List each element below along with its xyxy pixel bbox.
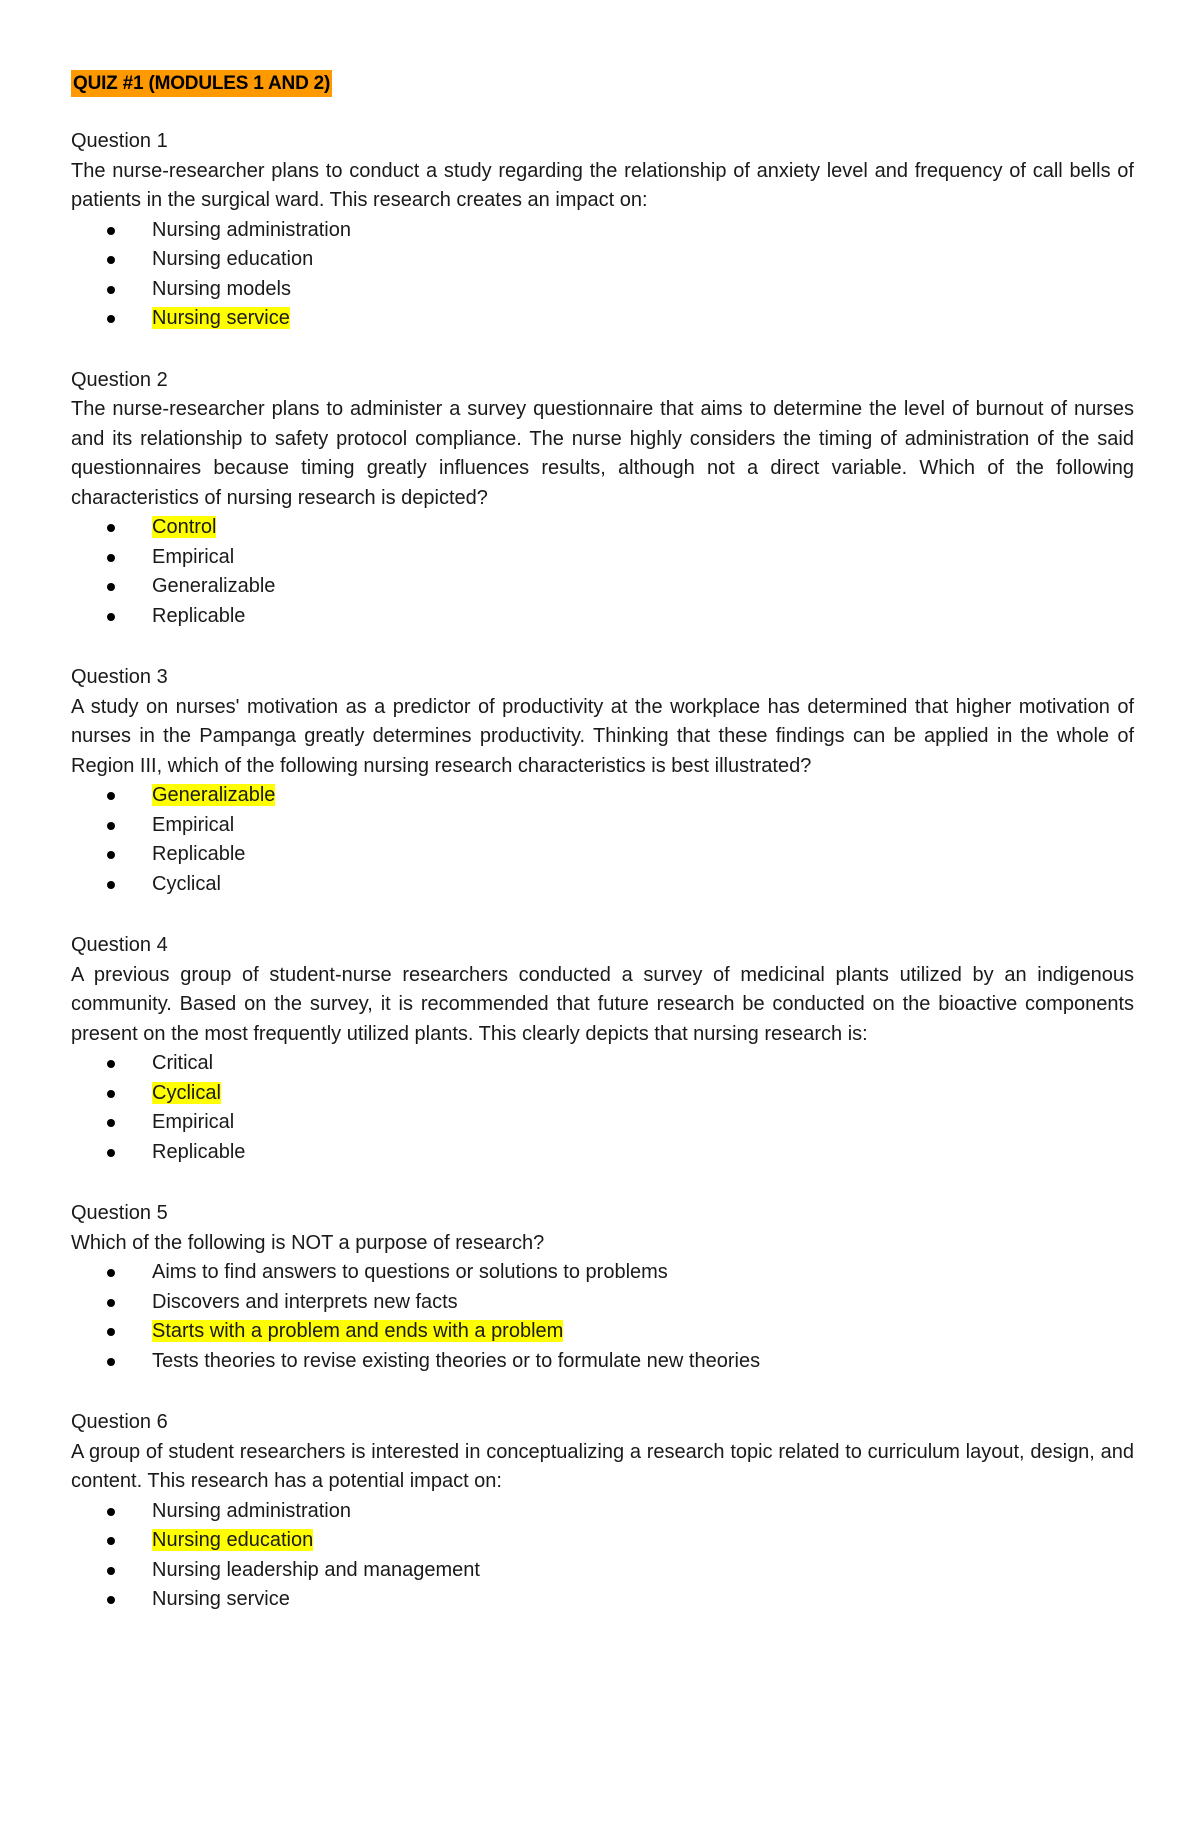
option-item (71, 1317, 1134, 1347)
option-list (71, 1258, 1134, 1376)
option-item (71, 1079, 1134, 1109)
question-text: The nurse-researcher plans to conduct a study regarding the relationship of anxiety level and frequency of call bells of patients in the surgical ward. This research creates an impact on: (71, 159, 1134, 211)
question-heading: Question 3 (71, 666, 168, 688)
question-heading: Question 5 (71, 1202, 168, 1224)
option-label: Critical (152, 1052, 214, 1074)
bullet-icon (107, 286, 115, 294)
bullet-icon (107, 1358, 115, 1366)
bullet-icon (107, 1149, 115, 1157)
question-text: A study on nurses' motivation as a predictor of productivity at the workplace has determined that higher motivation of nurses in the Pampanga greatly determines productivity. Thinking that these findings can be applied in the whole of Region III, which of the following nursing research characteristics is best illustrated? (71, 695, 1134, 777)
option-list (71, 1049, 1134, 1167)
bullet-icon (107, 1090, 115, 1098)
option-item (71, 1526, 1134, 1556)
option-list (71, 1497, 1134, 1615)
quiz-title: QUIZ #1 (MODULES 1 AND 2) (71, 70, 332, 97)
option-item (71, 1585, 1134, 1615)
bullet-icon (107, 881, 115, 889)
question-heading: Question 6 (71, 1411, 168, 1433)
option-item (71, 781, 1134, 811)
option-item (71, 1258, 1134, 1288)
option-item (71, 1347, 1134, 1377)
bullet-icon (107, 1269, 115, 1277)
bullet-icon (107, 227, 115, 235)
bullet-icon (107, 1567, 115, 1575)
option-label: Nursing administration (152, 218, 351, 241)
question-heading: Question 1 (71, 130, 168, 152)
bullet-icon (107, 1060, 115, 1068)
question-block (71, 1408, 1134, 1615)
option-list (71, 216, 1134, 334)
option-label: Starts with a problem and ends with a problem (152, 1320, 564, 1342)
document-page (71, 70, 1134, 1615)
option-label: Replicable (152, 843, 246, 865)
option-item (71, 1049, 1134, 1079)
bullet-icon (107, 1299, 115, 1307)
bullet-icon (107, 822, 115, 830)
option-item (71, 543, 1134, 573)
option-item (71, 1138, 1134, 1168)
option-label: Empirical (152, 1111, 235, 1133)
option-label: Cyclical (152, 1081, 221, 1104)
bullet-icon (107, 1328, 115, 1336)
option-label: Nursing leadership and management (152, 1558, 480, 1581)
bullet-icon (107, 851, 115, 859)
option-label: Nursing education (152, 1529, 314, 1551)
option-item (71, 1556, 1134, 1586)
option-item (71, 513, 1134, 543)
option-item (71, 840, 1134, 870)
option-item (71, 1108, 1134, 1138)
question-text: Which of the following is NOT a purpose of research? (71, 1231, 545, 1254)
option-item (71, 572, 1134, 602)
question-text: A previous group of student-nurse researchers conducted a survey of medicinal plants utilized by an indigenous community. Based on the survey, it is recommended that future research be conducted on the bioactive components present on the most frequently utilized plants. This clearly depicts that nursing research is: (71, 963, 1134, 1045)
option-label: Nursing administration (152, 1499, 351, 1522)
bullet-icon (107, 554, 115, 562)
bullet-icon (107, 1508, 115, 1516)
option-label: Generalizable (152, 575, 276, 597)
option-item (71, 245, 1134, 275)
question-block (71, 127, 1134, 334)
question-heading: Question 4 (71, 934, 168, 956)
question-block (71, 931, 1134, 1167)
option-list (71, 513, 1134, 631)
option-item (71, 811, 1134, 841)
option-item (71, 275, 1134, 305)
bullet-icon (107, 583, 115, 591)
option-label: Aims to find answers to questions or solutions to problems (152, 1261, 668, 1283)
option-label: Nursing education (152, 248, 314, 270)
bullet-icon (107, 613, 115, 621)
question-block (71, 1199, 1134, 1376)
bullet-icon (107, 315, 115, 323)
option-label: Nursing models (152, 277, 291, 300)
option-label: Nursing service (152, 1588, 290, 1610)
bullet-icon (107, 792, 115, 800)
option-label: Control (152, 516, 217, 538)
question-text: A group of student researchers is interested in conceptualizing a research topic related to curriculum layout, design, and content. This research has a potential impact on: (71, 1440, 1134, 1492)
option-label: Replicable (152, 1140, 246, 1163)
bullet-icon (107, 1119, 115, 1127)
bullet-icon (107, 256, 115, 264)
option-label: Tests theories to revise existing theories or to formulate new theories (152, 1349, 761, 1372)
option-label: Replicable (152, 604, 246, 627)
option-item (71, 216, 1134, 246)
option-item (71, 870, 1134, 900)
option-label: Generalizable (152, 784, 276, 806)
option-label: Discovers and interprets new facts (152, 1290, 458, 1313)
option-label: Cyclical (152, 872, 221, 895)
option-label: Empirical (152, 813, 235, 836)
question-block (71, 663, 1134, 899)
option-label: Empirical (152, 545, 235, 568)
option-item (71, 602, 1134, 632)
question-text: The nurse-researcher plans to administer a survey questionnaire that aims to determine the level of burnout of nurses and its relationship to safety protocol compliance. The nurse highly considers the timing of administration of the said questionnaires because timing greatly influences results, although not a direct variable. Which of the following characteristics of nursing research is depicted? (71, 398, 1134, 509)
option-list (71, 781, 1134, 899)
option-item (71, 1497, 1134, 1527)
option-item (71, 304, 1134, 334)
option-label: Nursing service (152, 307, 290, 329)
bullet-icon (107, 524, 115, 532)
option-item (71, 1288, 1134, 1318)
question-heading: Question 2 (71, 368, 168, 391)
bullet-icon (107, 1596, 115, 1604)
question-block (71, 366, 1134, 632)
bullet-icon (107, 1537, 115, 1545)
